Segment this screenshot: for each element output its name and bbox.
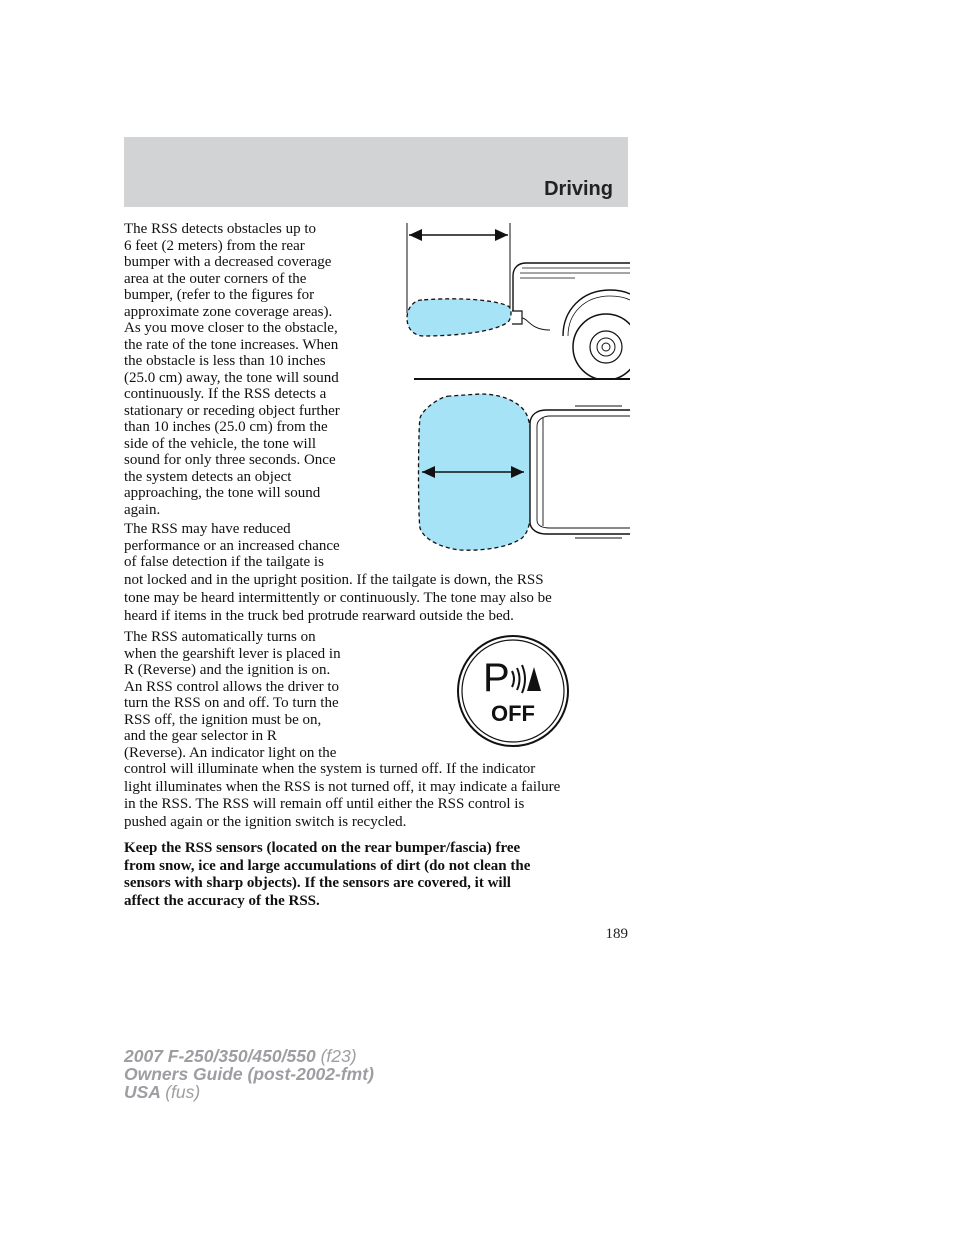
- text-line: area at the outer corners of the: [124, 270, 307, 287]
- footer-guide: Owners Guide (post-2002-fmt): [124, 1064, 374, 1084]
- text-line: An RSS control allows the driver to: [124, 678, 339, 695]
- text-line: control will illuminate when the system is turned off. If the indicator: [124, 761, 536, 777]
- footer-line: [124, 1047, 374, 1065]
- rear-bumper: [512, 311, 522, 324]
- text-line: in the RSS. The RSS will remain off until either the RSS control is: [124, 796, 525, 812]
- truck-body-line: [522, 318, 550, 330]
- text-line: when the gearshift lever is placed in: [124, 645, 341, 662]
- arrowhead: [495, 229, 508, 241]
- text-line: continuously. If the RSS detects a: [124, 386, 327, 402]
- text-line: (25.0 cm) away, the tone will sound: [124, 369, 339, 386]
- text-line: light illuminates when the RSS is not turned off, it may indicate a failure: [124, 778, 561, 795]
- text-line: turn the RSS on and off. To turn the: [124, 695, 339, 711]
- text-line: the system detects an object: [124, 468, 292, 485]
- page-number: 189: [605, 926, 628, 942]
- text-line: bumper, (refer to the figures for: [124, 287, 315, 303]
- text-line: As you move closer to the obstacle,: [124, 320, 338, 336]
- text-line: stationary or receding object further: [124, 402, 340, 419]
- text-line: than 10 inches (25.0 cm) from the: [124, 419, 328, 435]
- text-line: RSS off, the ignition must be on,: [124, 711, 322, 728]
- text-line: not locked and in the upright position. If the tailgate is down, the RSS: [124, 571, 544, 588]
- truck-outline: [530, 410, 630, 534]
- footer-line: [124, 1083, 374, 1101]
- text-line: The RSS automatically turns on: [124, 629, 316, 645]
- arrowhead: [409, 229, 422, 241]
- button-inner-ring: [462, 640, 564, 742]
- text-line: 6 feet (2 meters) from the rear: [124, 237, 305, 254]
- paragraph-detection-range: [124, 221, 379, 518]
- warning-line: affect the accuracy of the RSS.: [124, 892, 320, 909]
- text-line: again.: [124, 501, 161, 518]
- park-symbol: P: [483, 656, 510, 700]
- footer-region-code: (fus): [165, 1082, 201, 1102]
- text-line: (Reverse). An indicator light on the: [124, 744, 337, 761]
- text-line: approximate zone coverage areas).: [124, 303, 333, 320]
- section-title: Driving: [544, 178, 613, 200]
- text-line: the rate of the tone increases. When: [124, 336, 339, 353]
- document-footer: [124, 1047, 374, 1101]
- text-line: The RSS may have reduced: [124, 521, 291, 537]
- text-line: tone may be heard intermittently or continuously. The tone may also be: [124, 589, 552, 606]
- text-line: approaching, the tone will sound: [124, 485, 321, 501]
- footer-region: USA: [124, 1082, 161, 1102]
- warning-line: Keep the RSS sensors (located on the rear bumper/fascia) free: [124, 840, 521, 856]
- truck-body-line: [520, 273, 630, 278]
- text-line: the obstacle is less than 10 inches: [124, 353, 326, 369]
- text-line: performance or an increased chance: [124, 537, 340, 554]
- text-line: The RSS detects obstacles up to: [124, 221, 317, 237]
- text-line: and the gear selector in R: [124, 728, 277, 744]
- coverage-zone: [407, 299, 511, 336]
- rss-off-button-icon: [455, 633, 571, 749]
- text-line: of false detection if the tailgate is: [124, 554, 324, 570]
- text-line: R (Reverse) and the ignition is on.: [124, 662, 331, 678]
- warning-line: from snow, ice and large accumulations of dirt (do not clean the: [124, 857, 531, 874]
- off-label: OFF: [491, 701, 535, 726]
- warning-line: sensors with sharp objects). If the sensors are covered, it will: [124, 875, 511, 891]
- sensor-warning: [124, 840, 628, 910]
- wheel-hub: [602, 343, 610, 351]
- text-line: heard if items in the truck bed protrude rearward outside the bed.: [124, 607, 514, 624]
- top-view-coverage-figure: [410, 388, 630, 558]
- text-line: pushed again or the ignition switch is recycled.: [124, 813, 407, 830]
- text-line: sound for only three seconds. Once: [124, 452, 336, 468]
- side-view-coverage-figure: [400, 218, 630, 386]
- text-line: side of the vehicle, the tone will: [124, 435, 317, 452]
- footer-model-code: (f23): [320, 1046, 357, 1066]
- section-header: [124, 137, 628, 207]
- text-line: bumper with a decreased coverage: [124, 254, 332, 270]
- footer-model: 2007 F-250/350/450/550: [124, 1046, 316, 1066]
